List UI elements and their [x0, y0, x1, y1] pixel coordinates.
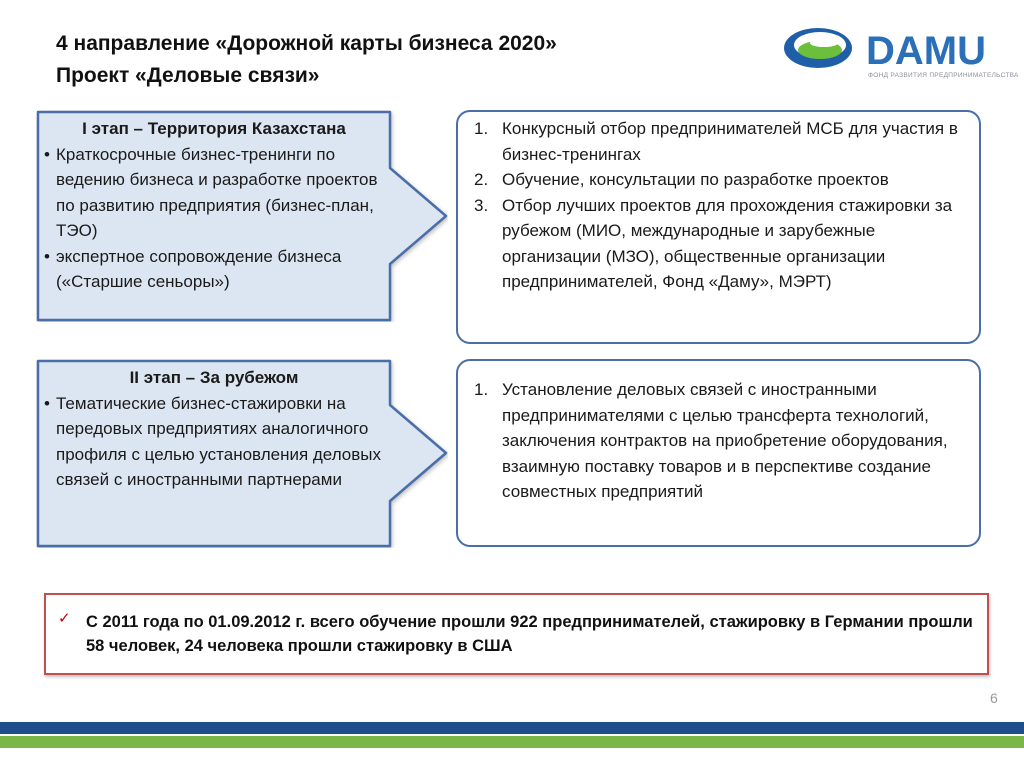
checkmark-icon: ✓: [58, 609, 71, 627]
stage1-bullet-2: [44, 244, 384, 295]
stage2-box: [36, 359, 448, 548]
slide-title-line2: Проект «Деловые связи»: [56, 64, 320, 87]
list-item: [474, 116, 967, 167]
stage1-box: [36, 110, 448, 322]
logo-subtitle: ФОНД РАЗВИТИЯ ПРЕДПРИНИМАТЕЛЬСТВА: [868, 72, 1019, 79]
list-number: 1.: [474, 119, 489, 138]
list-item-text: Конкурсный отбор предпринимателей МСБ для участия в бизнес-тренингах: [502, 119, 958, 164]
page-number: 6: [990, 690, 998, 706]
footer-green-stripe: [0, 736, 1024, 748]
list-number: 1.: [474, 380, 489, 399]
stage2-details-list: [474, 377, 967, 505]
list-item: [474, 193, 967, 295]
list-item: [474, 167, 967, 193]
stage1-details-list: [474, 116, 967, 295]
stage2-heading: II этап – За рубежом: [129, 368, 299, 387]
list-item-text: Установление деловых связей с иностранными предпринимателями с целью трансферта технологий, заключения контрактов на приобретение оборудования, взаимную поставку товаров и в перспективе создание совместных предприятий: [502, 380, 948, 501]
stage1-heading: I этап – Территория Казахстана: [82, 119, 346, 138]
list-item-text: Отбор лучших проектов для прохождения стажировки за рубежом (МИО, международные и зарубежные организации (МЗО), общественные организации предпринимателей, Фонд «Даму», МЭРТ): [502, 195, 953, 291]
bullet-icon: •: [44, 246, 50, 266]
slide-title-line1: 4 направление «Дорожной карты бизнеса 2020»: [56, 32, 557, 55]
stage1-bullet-1: [44, 142, 384, 244]
summary-note-text: С 2011 года по 01.09.2012 г. всего обучение прошли 922 предпринимателей, стажировку в Германии прошли 58 человек, 24 человека прошли стажировку в США: [86, 613, 973, 655]
stage2-bullet-1-text: Тематические бизнес-стажировки на передовых предприятиях аналогичного профиля с целью установления деловых связей с иностранными партнерами: [56, 393, 382, 489]
stage2-details-panel: [456, 359, 981, 547]
logo-wordmark: DAMU: [866, 29, 986, 73]
list-number: 3.: [474, 195, 489, 215]
stage1-details-panel: [456, 110, 981, 344]
stage1-bullet-2-text: экспертное сопровождение бизнеса («Старшие сеньоры»): [56, 246, 342, 291]
list-item: [474, 377, 967, 505]
stage2-bullet-1: [44, 391, 384, 493]
slide-title: [56, 28, 557, 92]
summary-note: [44, 593, 989, 675]
bullet-icon: •: [44, 393, 50, 413]
list-number: 2.: [474, 170, 489, 189]
footer-blue-stripe: [0, 722, 1024, 734]
list-item-text: Обучение, консультации по разработке проектов: [502, 170, 889, 189]
bullet-icon: •: [44, 144, 50, 164]
stage1-bullet-1-text: Краткосрочные бизнес-тренинги по ведению бизнеса и разработке проектов по развитию предприятия (бизнес-план, ТЭО): [56, 144, 378, 240]
